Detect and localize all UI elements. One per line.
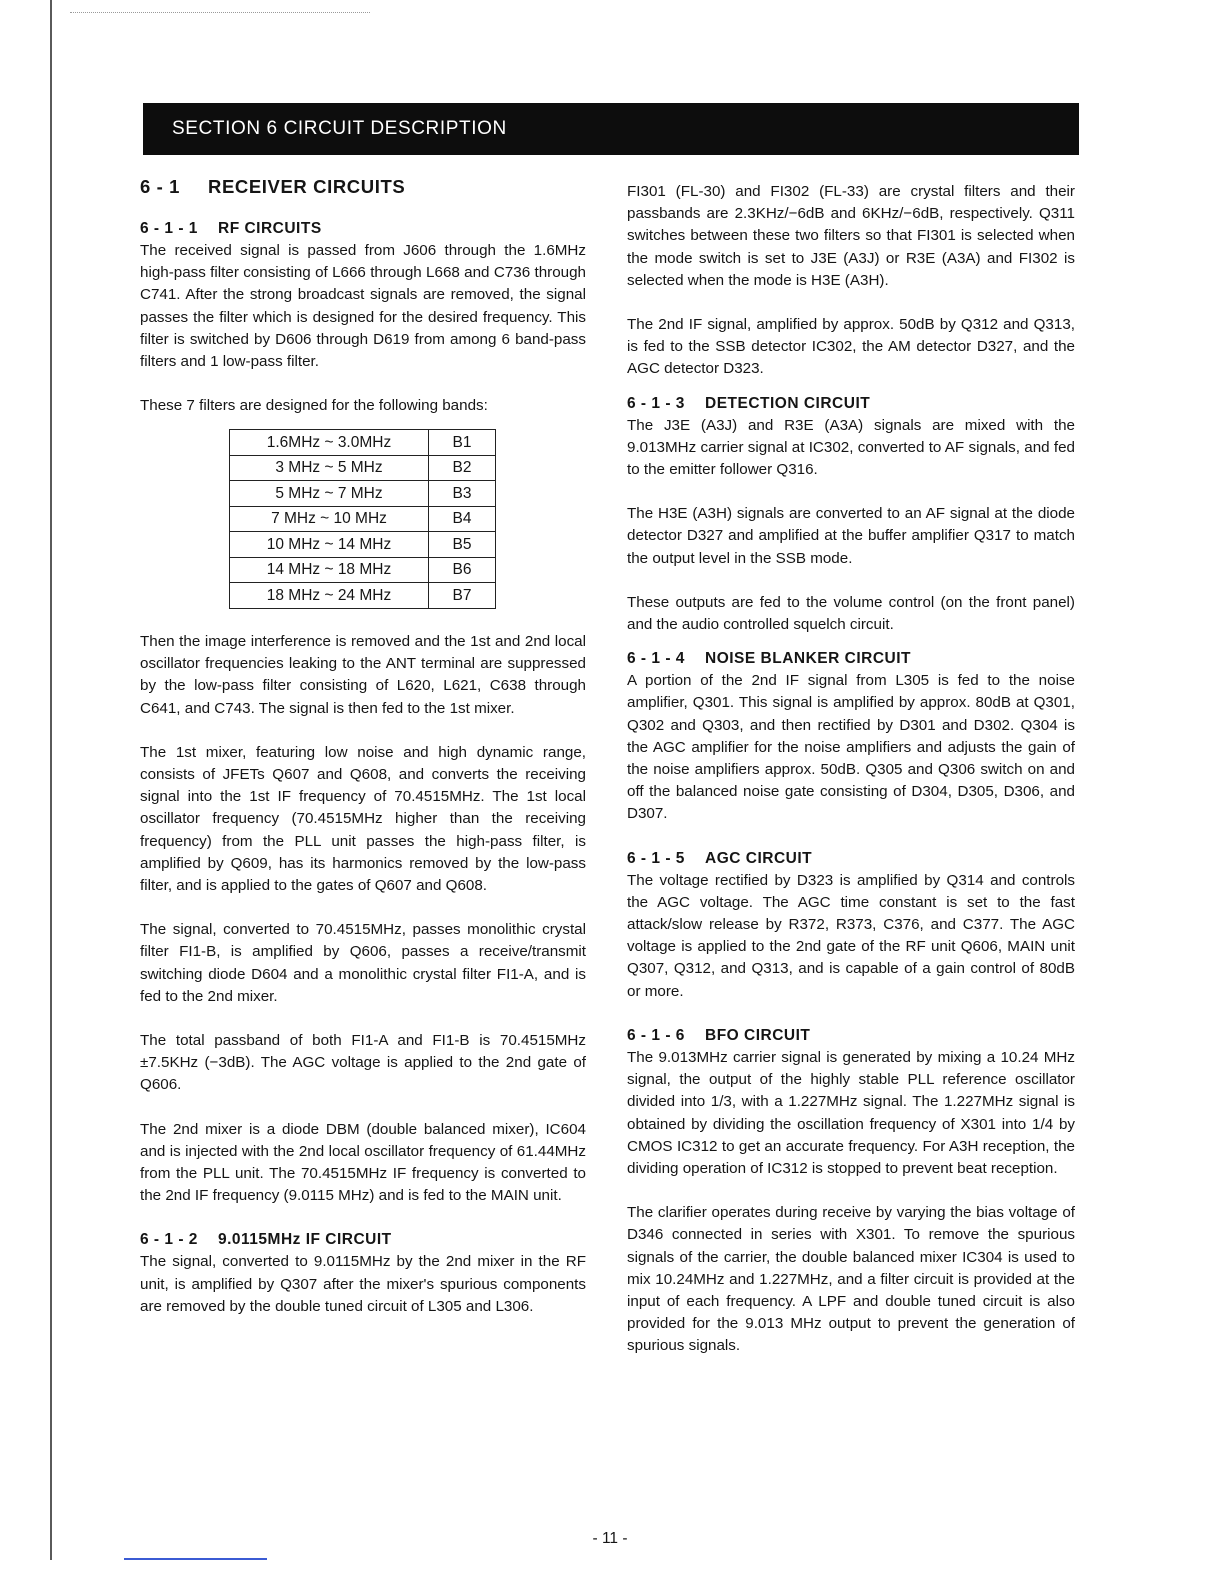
band-code-cell: B1 — [429, 430, 496, 456]
noise-blanker-heading — [627, 648, 1075, 670]
heading-title: RF CIRCUITS — [218, 220, 322, 237]
band-filter-table — [229, 429, 496, 609]
band-code-cell: B5 — [429, 532, 496, 558]
noise-blanker-paragraph-1: A portion of the 2nd IF signal from L305 is fed to the noise amplifier, Q301. This signal is amplified by approx. 80dB at Q301, Q302 and Q303, and then rectified by D301 and D302. Q304 is the AGC amplifier for the noise amplifiers and adjusts the gain of the noise amplifiers approx. 50dB. Q305 and Q306 switch on and off the balanced noise gate consisting of D304, D305, D306, and D307. — [627, 672, 1075, 823]
heading-number: 6 - 1 - 1 — [140, 220, 198, 237]
detection-circuit-heading — [627, 393, 1075, 415]
band-range-cell: 10 MHz ~ 14 MHz — [230, 532, 429, 558]
if-paragraph-1: The signal, converted to 9.0115MHz by the 2nd mixer in the RF unit, is amplified by Q307 after the mixer's spurious components are removed by the double tuned circuit of L305 and L306. — [140, 1253, 586, 1315]
heading-number: 6 - 1 - 3 — [627, 394, 685, 412]
table-row — [230, 583, 496, 609]
scan-speckle — [70, 12, 370, 13]
rf-paragraph-6: The total passband of both FI1-A and FI1-B is 70.4515MHz ±7.5KHz (−3dB). The AGC voltage is applied to the 2nd gate of Q606. — [140, 1031, 586, 1094]
bfo-paragraph-1: The 9.013MHz carrier signal is generated by mixing a 10.24 MHz signal, the output of the highly stable PLL reference oscillator divided into 1/3, with a 1.227MHz signal. The 1.227MHz signal is obtained by dividing the oscillation frequency of X301 into 1/4 by CMOS IC312 to get an accurate frequency. For A3H reception, the dividing operation of IC312 is stopped to prevent beat reception. — [627, 1048, 1075, 1177]
heading-number: 6 - 1 — [140, 176, 181, 197]
band-range-cell: 1.6MHz ~ 3.0MHz — [230, 430, 429, 456]
band-code-cell: B4 — [429, 506, 496, 532]
rf-paragraph-3: Then the image interference is removed and the 1st and 2nd local oscillator frequencies leaking to the ANT terminal are suppressed by the low-pass filter consisting of L620, L621, C638 through C641, and C743. The signal is then fed to the 1st mixer. — [140, 632, 586, 717]
band-range-cell: 3 MHz ~ 5 MHz — [230, 455, 429, 481]
if-paragraph-2: FI301 (FL-30) and FI302 (FL-33) are crystal filters and their passbands are 2.3KHz/−6dB and 6KHz/−6dB, respectively. Q311 switches between these two filters so that FI301 is selected when the mode switch is set to J3E (A3J) or R3E (A3A) and FI302 is selected when the mode is H3E (A3H). — [627, 183, 1075, 289]
table-row — [230, 430, 496, 456]
table-row — [230, 481, 496, 507]
heading-title: AGC CIRCUIT — [705, 849, 813, 867]
heading-number: 6 - 1 - 2 — [140, 1231, 198, 1249]
heading-title: RECEIVER CIRCUITS — [208, 176, 406, 197]
heading-title: BFO CIRCUIT — [705, 1026, 811, 1044]
band-range-cell: 5 MHz ~ 7 MHz — [230, 481, 429, 507]
agc-paragraph-1: The voltage rectified by D323 is amplified by Q314 and controls the AGC voltage. The AGC time constant is set to the fast attack/slow release by R372, R373, C376, and C377. The AGC voltage is applied to the 2nd gate of the RF unit Q606, MAIN unit Q307, Q312, and Q313, and is capable of a gain control of 80dB or more. — [627, 871, 1075, 1000]
agc-circuit-heading — [627, 848, 1075, 870]
table-row — [230, 455, 496, 481]
band-range-cell: 18 MHz ~ 24 MHz — [230, 583, 429, 609]
rf-paragraph-5: The signal, converted to 70.4515MHz, passes monolithic crystal filter FI1-B, is amplified by Q606, passes a receive/transmit switching diode D604 and a monolithic crystal filter FI1-A, and is fed to the 2nd mixer. — [140, 921, 586, 1005]
heading-number: 6 - 1 - 6 — [627, 1026, 685, 1044]
band-range-cell: 7 MHz ~ 10 MHz — [230, 506, 429, 532]
band-code-cell: B7 — [429, 583, 496, 609]
detection-paragraph-1: The J3E (A3J) and R3E (A3A) signals are mixed with the 9.013MHz carrier signal at IC302, converted to AF signals, and fed to the emitter follower Q316. — [627, 416, 1075, 479]
detection-paragraph-3: These outputs are fed to the volume control (on the front panel) and the audio controlled squelch circuit. — [627, 593, 1075, 634]
right-column — [627, 181, 1075, 1358]
rf-paragraph-4: The 1st mixer, featuring low noise and high dynamic range, consists of JFETs Q607 and Q608, and converts the receiving signal into the 1st IF frequency of 70.4515MHz. The 1st local oscillator frequency (70.4515MHz higher than the receiving frequency) from the PLL unit passes the high-pass filter, is amplified by Q609, has its harmonics removed by the low-pass filter, and is applied to the gates of Q607 and Q608. — [140, 743, 586, 894]
band-code-cell: B6 — [429, 557, 496, 583]
left-column — [140, 172, 586, 1318]
band-code-cell: B3 — [429, 481, 496, 507]
table-row — [230, 557, 496, 583]
binding-edge-line — [50, 0, 52, 1560]
if-paragraph-3: The 2nd IF signal, amplified by approx. 50dB by Q312 and Q313, is fed to the SSB detector IC302, the AM detector D327, and the AGC detector D323. — [627, 316, 1075, 378]
if-circuit-heading — [140, 1229, 586, 1251]
table-row — [230, 506, 496, 532]
rf-paragraph-2: These 7 filters are designed for the following bands: — [140, 397, 488, 415]
bfo-paragraph-2: The clarifier operates during receive by varying the bias voltage of D346 connected in series with X301. To remove the spurious signals of the carrier, the double balanced mixer IC304 is used to mix 10.24MHz and 1.227MHz, and a filter circuit is provided at the input of each frequency. A LPF and double tuned circuit is also provided for the 9.013 MHz output to prevent the generation of spurious signals. — [627, 1204, 1075, 1355]
table-row — [230, 532, 496, 558]
bfo-circuit-heading — [627, 1025, 1075, 1047]
receiver-circuits-heading — [140, 172, 586, 202]
footer-rule — [124, 1558, 267, 1560]
heading-title: 9.0115MHz IF CIRCUIT — [218, 1231, 392, 1249]
section-banner: SECTION 6 CIRCUIT DESCRIPTION — [143, 103, 1079, 155]
rf-circuits-heading — [140, 218, 586, 240]
heading-number: 6 - 1 - 5 — [627, 849, 685, 867]
band-range-cell: 14 MHz ~ 18 MHz — [230, 557, 429, 583]
heading-number: 6 - 1 - 4 — [627, 650, 685, 668]
rf-paragraph-1: The received signal is passed from J606 through the 1.6MHz high-pass filter consisting of L666 through L668 and C736 through C741. After the strong broadcast signals are removed, the signal passes the filter which is designed for the desired frequency. This filter is switched by D606 through D619 from among 6 band-pass filters and 1 low-pass filter. — [140, 242, 586, 371]
heading-title: DETECTION CIRCUIT — [705, 394, 871, 412]
page-number: - 11 - — [592, 1530, 628, 1547]
rf-paragraph-7: The 2nd mixer is a diode DBM (double balanced mixer), IC604 and is injected with the 2nd local oscillator frequency of 61.44MHz from the PLL unit. The 70.4515MHz IF frequency is converted to the 2nd IF frequency (9.0115 MHz) and is fed to the MAIN unit. — [140, 1120, 586, 1205]
detection-paragraph-2: The H3E (A3H) signals are converted to an AF signal at the diode detector D327 and amplified at the buffer amplifier Q317 to match the output level in the SSB mode. — [627, 505, 1075, 567]
heading-title: NOISE BLANKER CIRCUIT — [705, 650, 911, 668]
band-code-cell: B2 — [429, 455, 496, 481]
